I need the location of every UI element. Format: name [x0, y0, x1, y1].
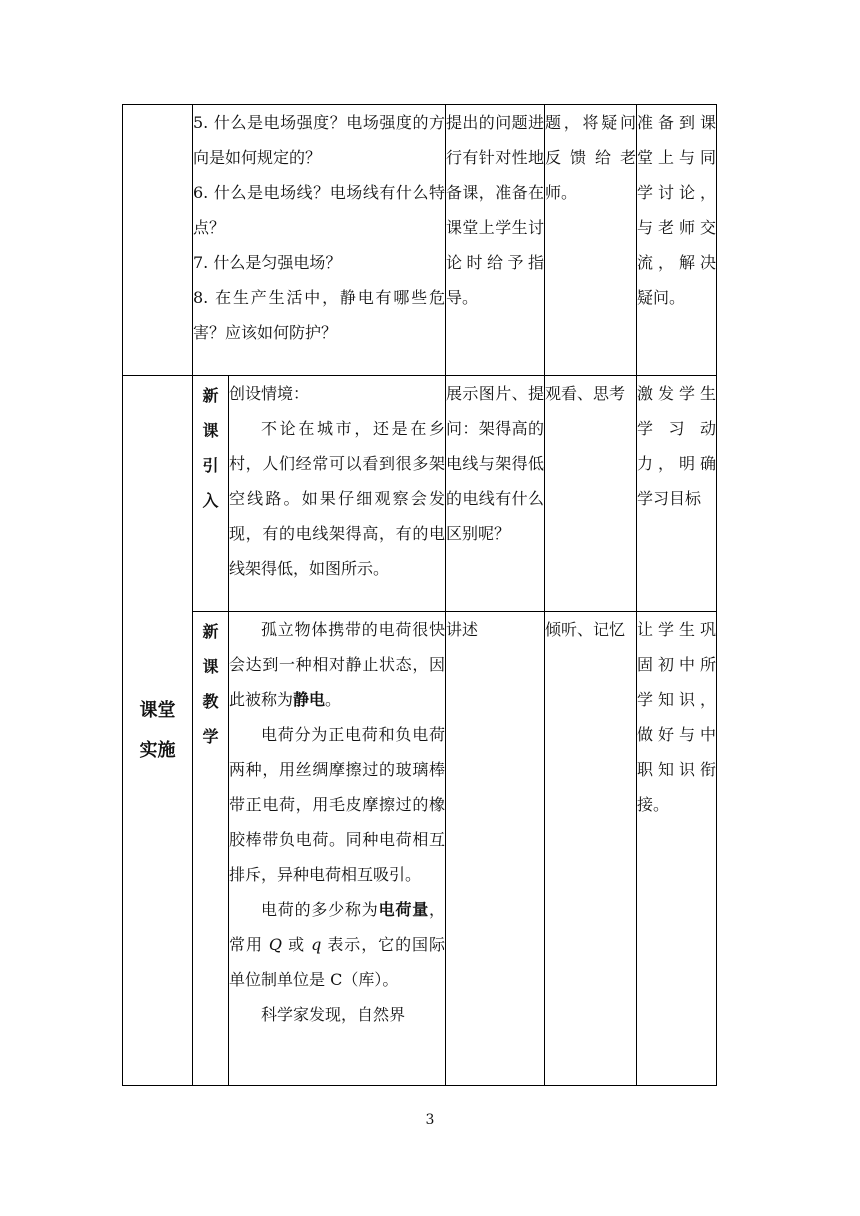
- variable-q: q: [311, 935, 322, 954]
- teaching-label-char: 教: [202, 692, 219, 711]
- term-charge-quantity: 电荷量: [378, 900, 429, 919]
- intro-purpose-cell: 激发学生学习动力，明确学习目标: [637, 376, 717, 612]
- prep-row: [123, 105, 717, 376]
- intro-row: [123, 376, 717, 612]
- teaching-purpose-cell: 让学生巩固初中所学知识，做好与中职知识衔接。: [637, 612, 717, 1086]
- teaching-paragraph-1: [229, 612, 445, 717]
- intro-content-cell: [229, 376, 446, 612]
- text-run: 。: [325, 690, 342, 709]
- question-6: 6. 什么是电场线？电场线有什么特点？: [193, 183, 446, 237]
- teaching-paragraph-3: [229, 892, 445, 997]
- teaching-label-char: 课: [202, 657, 219, 676]
- text-run: 或: [288, 935, 306, 954]
- question-7: 7. 什么是匀强电场？: [193, 253, 342, 272]
- lesson-plan-table: [122, 104, 717, 1086]
- text-run: ，常用: [229, 900, 446, 954]
- teaching-row: [123, 612, 717, 1086]
- intro-label-char: 引: [202, 456, 219, 475]
- text-run: 孤立物体携带的电荷很快会达到一种相对静止状态，因此被称为: [229, 620, 446, 709]
- prep-student-cell: 题，将疑问反馈给老师。: [545, 105, 637, 376]
- teaching-teacher-cell: 讲述: [446, 612, 545, 1086]
- prep-teacher-cell: 提出的问题进行有针对性地备课，准备在课堂上学生讨论时给予指导。: [446, 105, 545, 376]
- intro-label-char: 入: [202, 491, 219, 510]
- intro-teacher-cell: 展示图片、提问：架得高的电线与架得低的电线有什么区别呢？: [446, 376, 545, 612]
- phase-label-line2: 实施: [139, 739, 176, 761]
- intro-heading: 创设情境：: [229, 384, 310, 403]
- teaching-student-cell: 倾听、记忆: [545, 612, 637, 1086]
- question-5: 5. 什么是电场强度？电场强度的方向是如何规定的？: [193, 113, 446, 167]
- prep-phase-cell: [123, 105, 193, 376]
- teaching-content-cell: [229, 612, 446, 1086]
- intro-label-char: 新: [202, 386, 219, 405]
- teaching-label-char: 新: [202, 622, 219, 641]
- page-number: 3: [425, 1112, 435, 1128]
- variable-Q: Q: [268, 935, 283, 954]
- text-run: 表示，它的国际单位制单位是 C（库）。: [229, 935, 445, 989]
- term-static-electricity: 静电: [293, 690, 326, 709]
- question-8: 8. 在生产生活中，静电有哪些危害？应该如何防护？: [193, 288, 446, 342]
- phase-label-cell: [123, 376, 193, 1086]
- teaching-label-char: 学: [202, 727, 219, 746]
- intro-label-char: 课: [202, 421, 219, 440]
- text-run: 电荷的多少称为: [261, 900, 379, 919]
- intro-body: 不论在城市，还是在乡村，人们经常可以看到很多架空线路。如果仔细观察会发现，有的电线架得高，有的电线架得低，如图所示。: [229, 419, 446, 578]
- prep-purpose-cell: 准备到课堂上与同学讨论，与老师交流，解决疑问。: [637, 105, 717, 376]
- teaching-label-cell: [193, 612, 229, 1086]
- teaching-paragraph-2: 电荷分为正电荷和负电荷两种，用丝绸摩擦过的玻璃棒带正电荷，用毛皮摩擦过的橡胶棒带负电荷。同种电荷相互排斥，异种电荷相互吸引。: [229, 725, 446, 884]
- teaching-paragraph-4: 科学家发现，自然界: [261, 1005, 406, 1024]
- prep-questions-cell: [193, 105, 446, 376]
- intro-label-cell: [193, 376, 229, 612]
- phase-label-line1: 课堂: [139, 699, 176, 721]
- intro-student-cell: 观看、思考: [545, 376, 637, 612]
